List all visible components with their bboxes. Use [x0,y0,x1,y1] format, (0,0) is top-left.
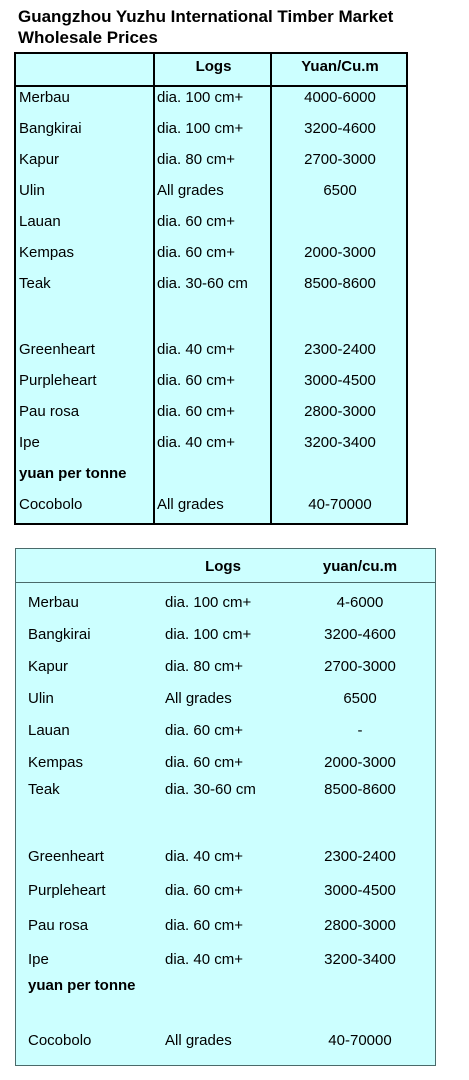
log-spec: dia. 60 cm+ [157,244,235,261]
header-divider [16,582,435,583]
price-value: 2700-3000 [324,658,396,675]
log-spec: dia. 60 cm+ [165,882,243,899]
price-value: 6500 [323,182,357,199]
price-header: Yuan/Cu.m [301,58,379,75]
price-value: 3000-4500 [324,882,396,899]
log-spec: dia. 100 cm+ [157,120,244,137]
price-value: 4-6000 [336,594,384,611]
species-name: Bangkirai [19,120,82,137]
price-value: 2300-2400 [324,848,396,865]
species-name: Ipe [28,951,49,968]
price-value: 3200-3400 [304,434,376,451]
species-name: Greenheart [28,848,104,865]
log-spec: All grades [157,496,224,513]
species-name: Pau rosa [28,917,89,934]
price-header: yuan/cu.m [322,558,398,575]
price-value: 3200-4600 [304,120,376,137]
log-spec: All grades [165,1032,232,1049]
log-spec: dia. 40 cm+ [157,341,235,358]
species-name: Ipe [19,434,40,451]
species-name: Lauan [28,722,70,739]
price-value: 2800-3000 [324,917,396,934]
species-name: Ulin [19,182,45,199]
price-value: 4000-6000 [304,89,376,106]
log-spec: dia. 60 cm+ [165,754,243,771]
price-value: 6500 [343,690,377,707]
price-value: 3000-4500 [304,372,376,389]
species-name: Pau rosa [19,403,80,420]
header-divider [16,85,406,87]
species-name: Kempas [19,244,75,261]
log-spec: dia. 60 cm+ [165,722,243,739]
species-name: Cocobolo [28,1032,92,1049]
species-name: Bangkirai [28,626,91,643]
species-name: Merbau [28,594,79,611]
price-value: 2000-3000 [304,244,376,261]
price-value: 40-70000 [328,1032,392,1049]
price-value: - [357,722,363,739]
log-spec: dia. 30-60 cm [165,781,256,798]
species-name: Lauan [19,213,61,230]
group-label: yuan per tonne [28,977,136,994]
price-value: 2000-3000 [324,754,396,771]
price-value: 2700-3000 [304,151,376,168]
species-name: Teak [28,781,60,798]
species-name: Greenheart [19,341,95,358]
price-value: 3200-4600 [324,626,396,643]
price-value: 8500-8600 [324,781,396,798]
price-table-1 [14,52,408,525]
price-table-2 [15,548,436,1066]
log-spec: dia. 40 cm+ [157,434,235,451]
price-value: 40-70000 [308,496,372,513]
page-title [18,6,468,48]
log-spec: dia. 80 cm+ [165,658,243,675]
price-value: 2300-2400 [304,341,376,358]
species-name: Purpleheart [28,882,106,899]
title-line-1: Guangzhou Yuzhu International Timber Market [18,7,394,26]
log-spec: dia. 80 cm+ [157,151,235,168]
group-label: yuan per tonne [19,465,127,482]
log-spec: All grades [165,690,232,707]
species-name: Kempas [28,754,84,771]
price-value: 2800-3000 [304,403,376,420]
price-value: 8500-8600 [304,275,376,292]
species-name: Merbau [19,89,70,106]
log-spec: All grades [157,182,224,199]
log-spec: dia. 100 cm+ [165,626,252,643]
log-spec: dia. 30-60 cm [157,275,248,292]
species-name: Purpleheart [19,372,97,389]
log-spec: dia. 100 cm+ [157,89,244,106]
log-spec: dia. 60 cm+ [165,917,243,934]
log-spec: dia. 60 cm+ [157,403,235,420]
species-name: Cocobolo [19,496,83,513]
log-spec: dia. 60 cm+ [157,372,235,389]
logs-header: Logs [205,558,241,575]
log-spec: dia. 100 cm+ [165,594,252,611]
log-spec: dia. 60 cm+ [157,213,235,230]
column-divider [153,54,155,523]
species-name: Kapur [28,658,69,675]
species-name: Teak [19,275,51,292]
species-name: Kapur [19,151,60,168]
species-name: Ulin [28,690,54,707]
title-line-2: Wholesale Prices [18,28,158,47]
log-spec: dia. 40 cm+ [165,951,243,968]
log-spec: dia. 40 cm+ [165,848,243,865]
price-value: 3200-3400 [324,951,396,968]
logs-header: Logs [195,58,232,75]
